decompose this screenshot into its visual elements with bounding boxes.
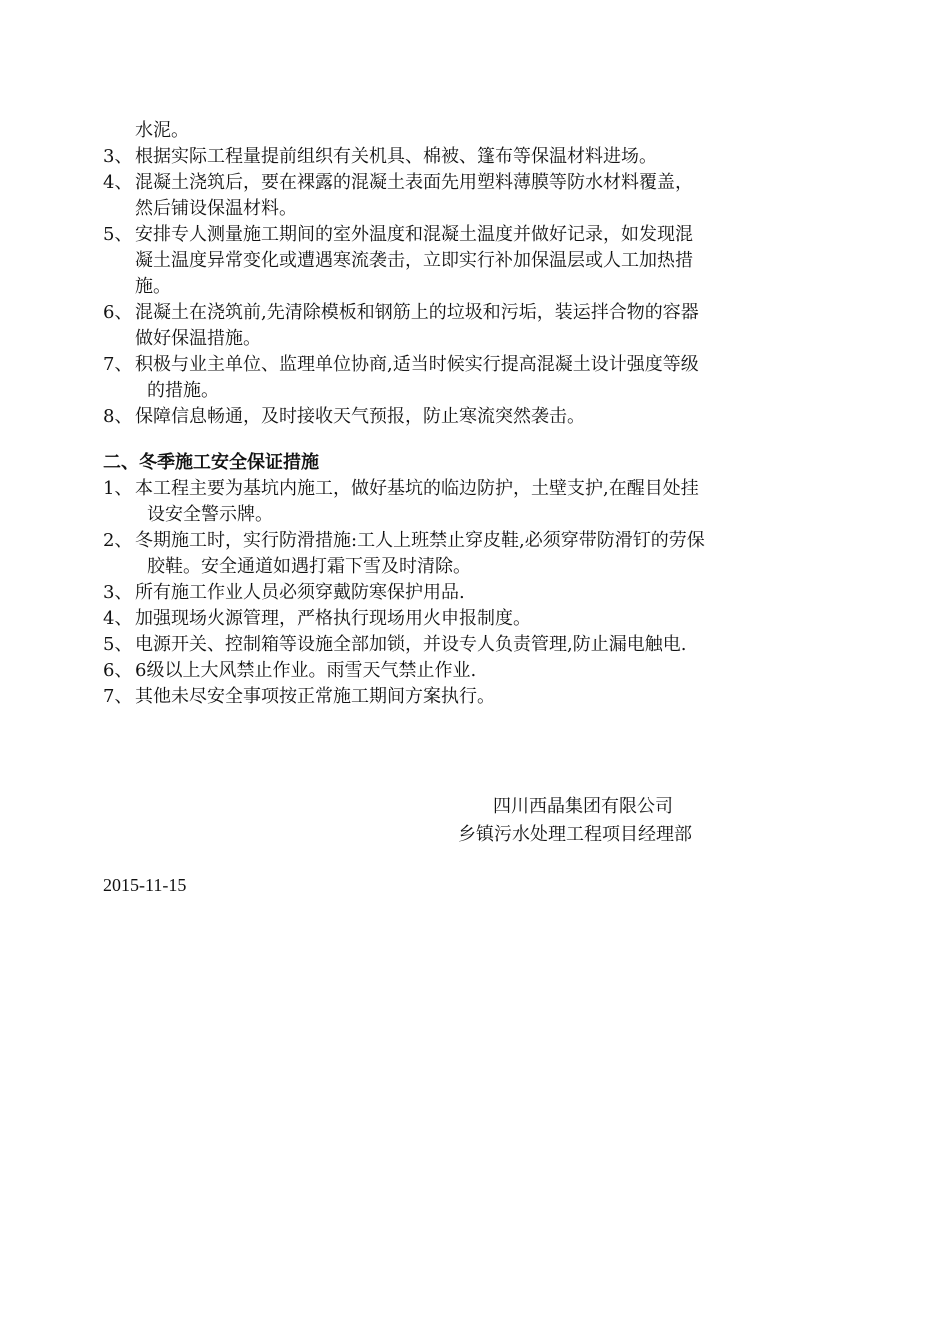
- item-number: 1、: [103, 478, 133, 499]
- item-text: 其他未尽安全事项按正常施工期间方案执行。: [135, 686, 495, 707]
- list-item: [103, 606, 848, 632]
- item-text: 做好保温措施。: [135, 328, 261, 349]
- section-heading: 二、冬季施工安全保证措施: [103, 452, 319, 473]
- item-text: 然后铺设保温材料。: [135, 198, 297, 219]
- list-item: [103, 632, 848, 658]
- list-item: [103, 528, 848, 580]
- item-text: 胶鞋。安全通道如遇打霜下雪及时清除。: [147, 556, 471, 577]
- list-item: [103, 580, 848, 606]
- item-number: 3、: [103, 582, 133, 603]
- list-item: [103, 300, 848, 352]
- section1-continuation: 水泥。: [135, 120, 189, 141]
- list-item: [103, 476, 848, 528]
- list-item: [103, 684, 848, 710]
- document-date: 2015-11-15: [103, 875, 187, 895]
- item-number: 5、: [103, 224, 133, 245]
- document-body: [103, 118, 848, 710]
- item-number: 4、: [103, 172, 133, 193]
- list-item: [103, 170, 848, 222]
- item-number: 4、: [103, 608, 133, 629]
- item-number: 5、: [103, 634, 133, 655]
- item-text: 积极与业主单位、监理单位协商,适当时候实行提高混凝土设计强度等级: [135, 354, 699, 375]
- item-number: 8、: [103, 406, 133, 427]
- item-text: 混凝土浇筑后，要在裸露的混凝土表面先用塑料薄膜等防水材料覆盖，: [135, 172, 693, 193]
- item-number: 7、: [103, 354, 133, 375]
- item-text: 设安全警示牌。: [147, 504, 273, 525]
- item-text: 本工程主要为基坑内施工，做好基坑的临边防护，土壁支护,在醒目处挂: [135, 478, 699, 499]
- list-item: [103, 352, 848, 404]
- list-item: [103, 404, 848, 430]
- item-text: 电源开关、控制箱等设施全部加锁，并设专人负责管理,防止漏电触电.: [135, 634, 687, 655]
- item-text: 凝土温度异常变化或遭遇寒流袭击，立即实行补加保温层或人工加热措: [135, 250, 693, 271]
- item-text: 的措施。: [147, 380, 219, 401]
- item-text: 安排专人测量施工期间的室外温度和混凝土温度并做好记录，如发现混: [135, 224, 693, 245]
- item-text: 冬期施工时，实行防滑措施:工人上班禁止穿皮鞋,必须穿带防滑钉的劳保: [135, 530, 705, 551]
- signature-company: 四川西晶集团有限公司: [493, 796, 673, 817]
- item-number: 2、: [103, 530, 133, 551]
- item-text: 施。: [135, 276, 171, 297]
- item-number: 6、: [103, 660, 133, 681]
- item-text: 所有施工作业人员必须穿戴防寒保护用品.: [135, 582, 465, 603]
- item-text: 保障信息畅通，及时接收天气预报，防止寒流突然袭击。: [135, 406, 585, 427]
- signature-department: 乡镇污水处理工程项目经理部: [458, 824, 692, 845]
- item-text: 6级以上大风禁止作业。雨雪天气禁止作业.: [135, 660, 477, 681]
- list-item: [103, 222, 848, 300]
- item-number: 3、: [103, 146, 133, 167]
- item-text: 混凝土在浇筑前,先清除模板和钢筋上的垃圾和污垢，装运拌合物的容器: [135, 302, 699, 323]
- item-number: 7、: [103, 686, 133, 707]
- item-number: 6、: [103, 302, 133, 323]
- list-item: [103, 658, 848, 684]
- item-text: 加强现场火源管理，严格执行现场用火申报制度。: [135, 608, 531, 629]
- list-item: [103, 144, 848, 170]
- item-text: 根据实际工程量提前组织有关机具、棉被、篷布等保温材料进场。: [135, 146, 657, 167]
